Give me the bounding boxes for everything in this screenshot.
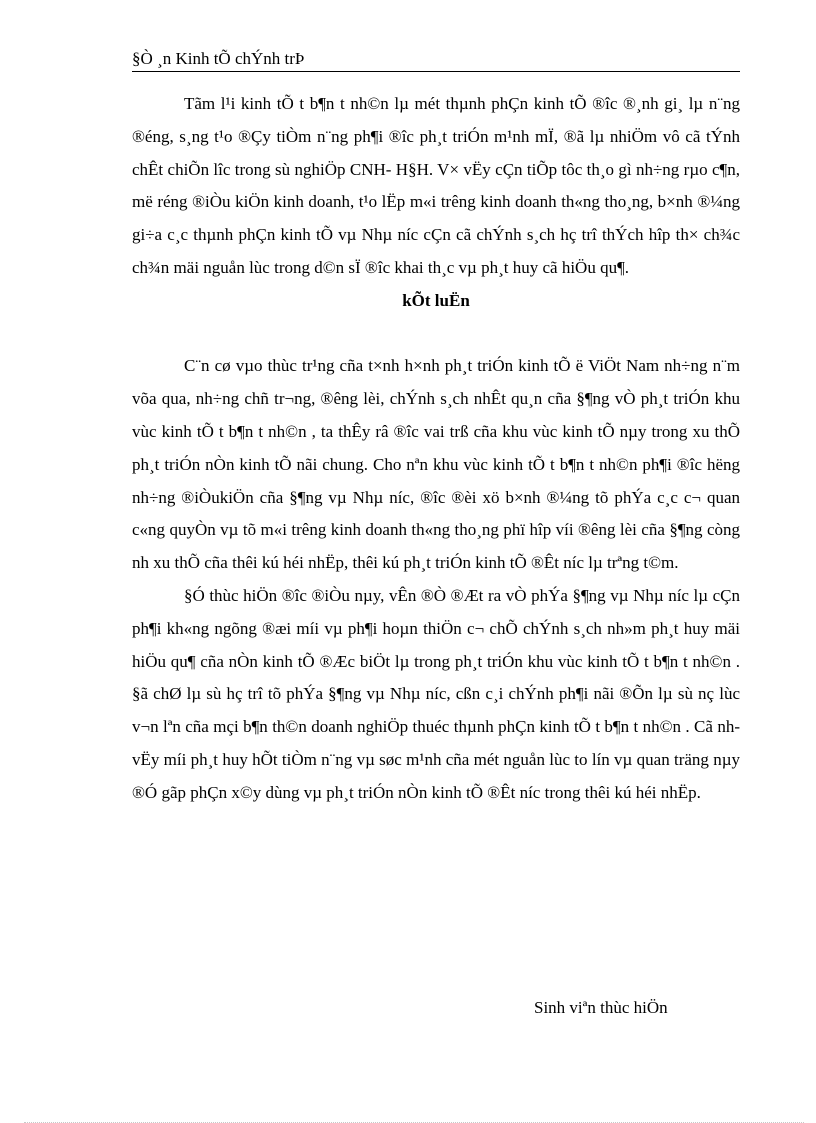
paragraph-conclusion-1: C¨n cø vµo thùc tr¹ng cña t×nh h×nh ph¸t triÓn kinh tÕ ë ViÖt Nam nh÷ng n¨m võa qua, nh÷ng chñ tr¬ng, ®êng lèi, chÝnh s¸ch nhÊt qu¸n cña §¶ng vÒ ph¸t triÓn khu vùc kinh tÕ t b¶n t nh©n , ta thÊy râ ®îc vai trß cña khu vùc kinh tÕ nµy trong xu thÕ ph¸t triÓn nÒn kinh tÕ nãi chung. Cho nªn khu vùc kinh tÕ t b¶n t nh©n ph¶i ®îc hëng nh÷ng ®iÒukiÖn cña §¶ng vµ Nhµ níc, ®îc ®èi xö b×nh ®¼ng tõ phÝa c¸c c¬ quan c«ng quyÒn vµ tõ m«i trêng kinh doanh th«ng tho¸ng phï hîp víi ®êng lèi cña §¶ng còng nh xu thÕ cña thêi kú héi nhËp, thêi kú ph¸t triÓn kinh tÕ ®Êt níc lµ trªng t©m. [132, 356, 740, 573]
section-heading: kÕt luËn [402, 290, 470, 310]
paragraph-conclusion-2: §Ó thùc hiÖn ®îc ®iÒu nµy, vÊn ®Ò ®Æt ra vÒ phÝa §¶ng vµ Nhµ níc lµ cÇn ph¶i kh«ng ngõng ®æi míi vµ ph¶i hoµn thiÖn c¬ chÕ chÝnh s¸ch nh»m ph¸t huy mäi hiÖu qu¶ cña nÒn kinh tÕ ®Æc biÖt lµ trong ph¸t triÓn khu vùc kinh tÕ t b¶n t nh©n . §ã chØ lµ sù hç trî tõ phÝa §¶ng vµ Nhµ níc, cßn c¸i chÝnh ph¶i nãi ®Õn lµ sù nç lùc v¬n lªn cña mçi b¶n th©n doanh nghiÖp thuéc thµnh phÇn kinh tÕ t b¶n t nh©n . Cã nh vËy míi ph¸t huy hÕt tiÒm n¨ng vµ søc m¹nh cña mét nguån lùc to lín vµ quan träng nµy ®Ó gãp phÇn x©y dùng vµ ph¸t triÓn nÒn kinh tÕ ®Êt níc trong thêi kú héi nhËp. [132, 585, 740, 802]
signature-line: Sinh viªn thùc hiÖn [534, 998, 668, 1017]
paragraph-summary: Tãm l¹i kinh tÕ t b¶n t nh©n lµ mét thµnh phÇn kinh tÕ ®îc ®¸nh gi¸ lµ n¨ng ®éng, s¸ng t¹o ®Çy tiÒm n¨ng ph¶i ®îc ph¸t triÓn m¹nh mÏ, ®ã lµ nhiÖm vô cã tÝnh chÊt chiÕn lîc trong sù nghiÖp CNH- H§H. V× vËy cÇn tiÕp tôc th¸o gì nh÷ng rµo c¶n, më réng ®iÒu kiÖn kinh doanh, t¹o lËp m«i trêng kinh doanh th«ng tho¸ng, b×nh ®¼ng gi÷a c¸c thµnh phÇn kinh tÕ vµ Nhµ níc cÇn cã chÝnh s¸ch hç trî thÝch hîp th× ch¾c ch¾n mäi nguån lùc trong d©n sÏ ®îc khai th¸c vµ ph¸t huy cã hiÖu qu¶. [132, 94, 740, 277]
header-divider [132, 71, 740, 72]
blank-line [132, 318, 740, 351]
page-header: §Ò ¸n Kinh tÕ chÝnh trÞ [132, 49, 305, 68]
document-body [132, 88, 740, 810]
